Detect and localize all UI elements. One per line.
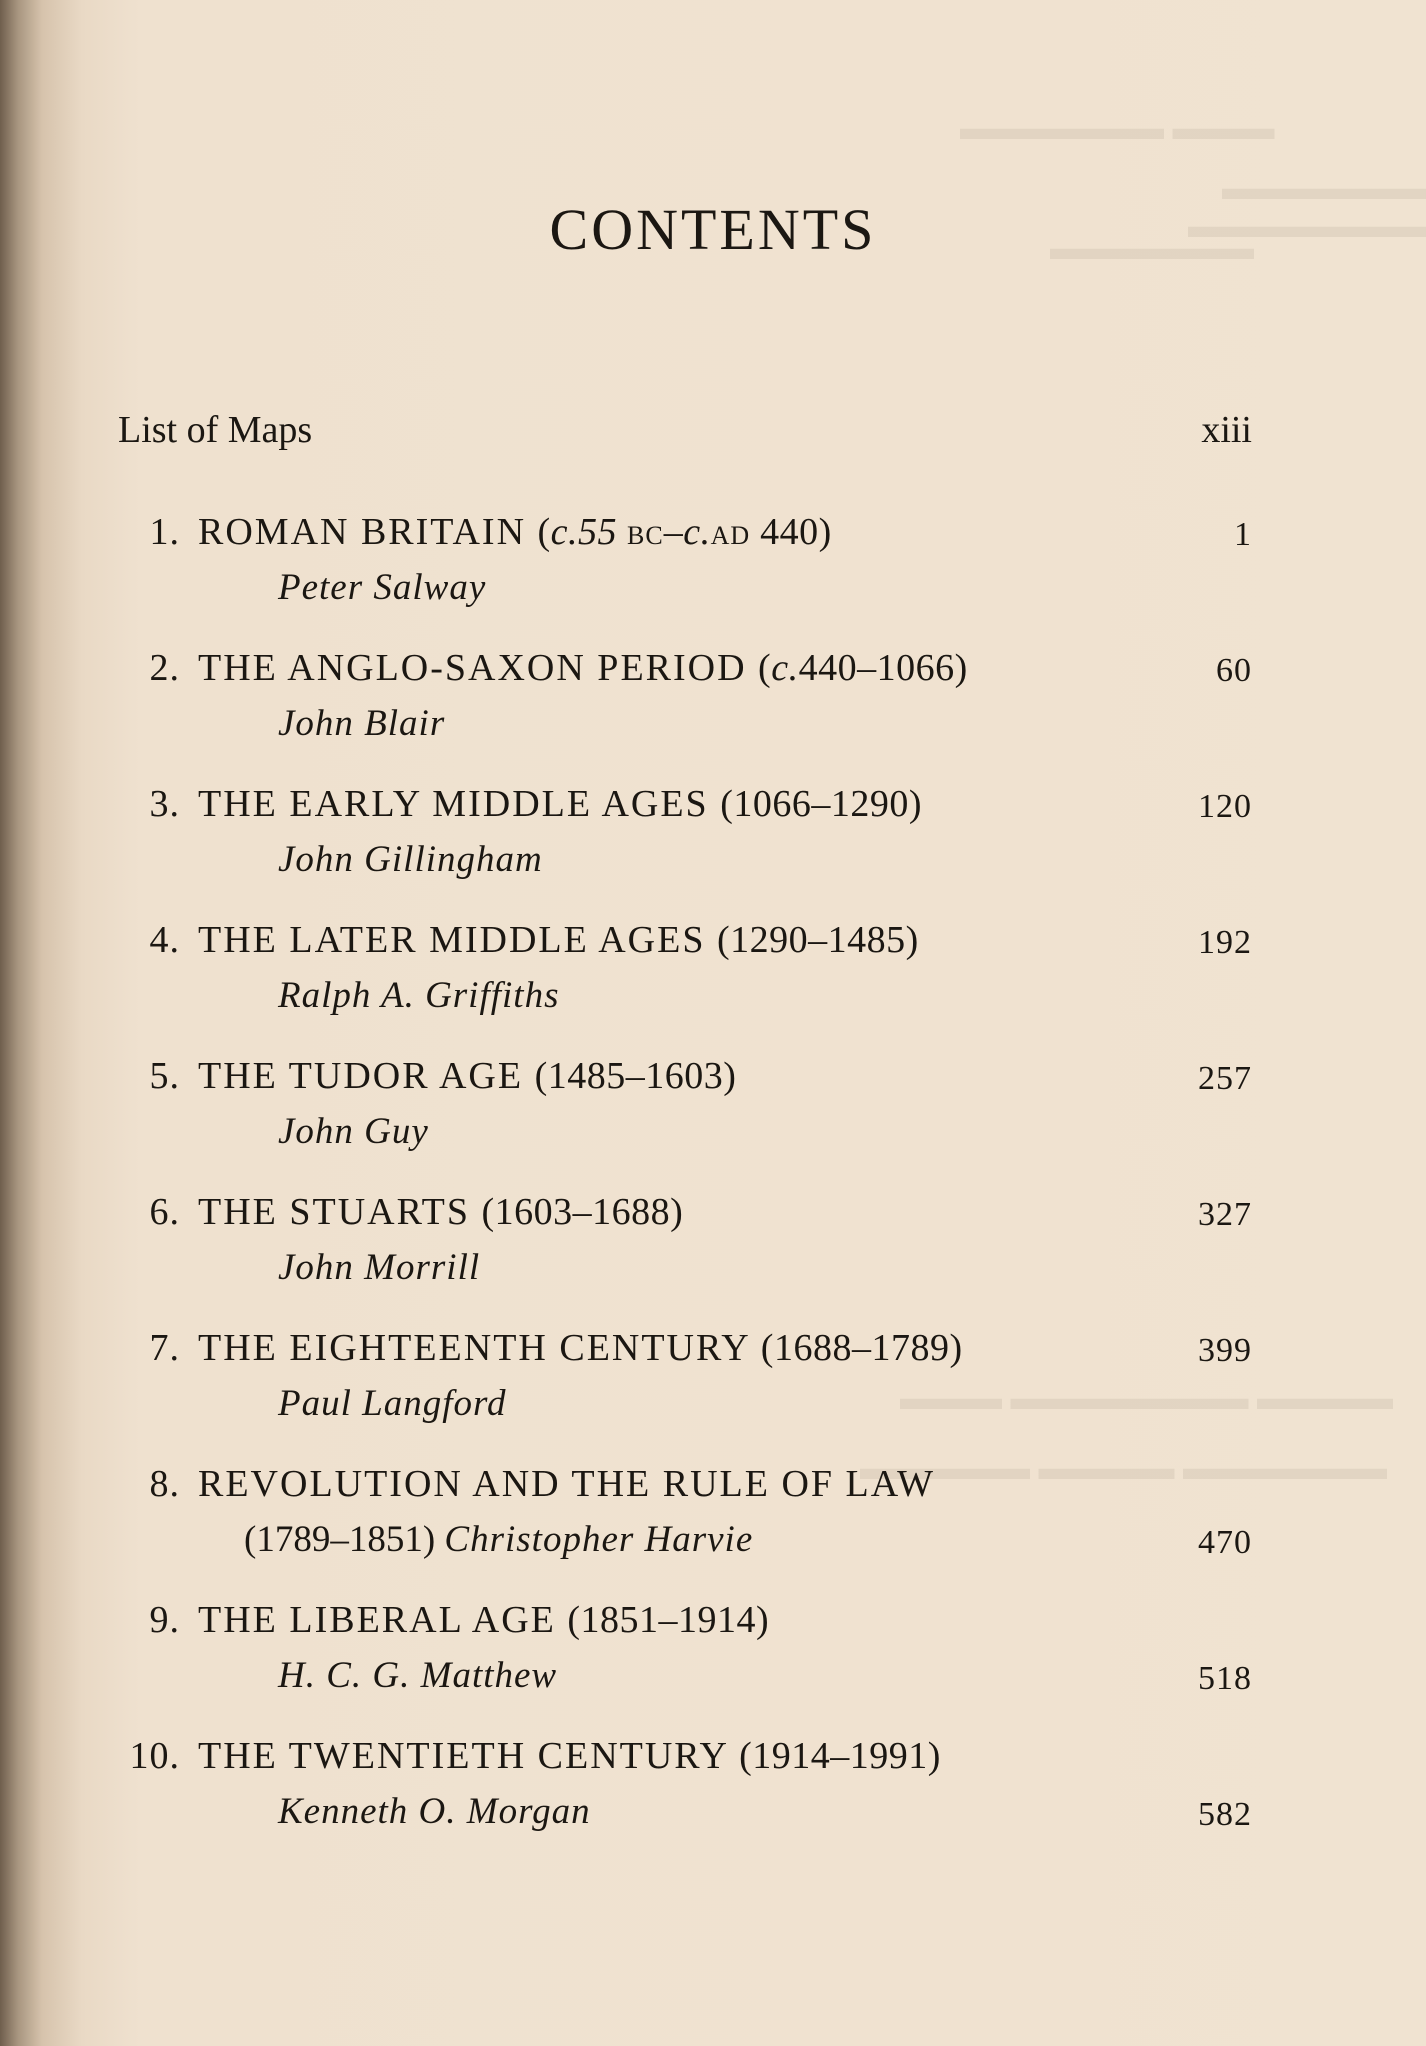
chapter-title: THE LATER MIDDLE AGES (1290–1485) (198, 919, 919, 961)
chapter-author: John Guy (278, 1111, 429, 1152)
chapter-entry-6[interactable] (118, 1190, 1252, 1326)
chapter-entry-5[interactable] (118, 1054, 1252, 1190)
chapter-author: Ralph A. Griffiths (278, 975, 560, 1016)
show-through-text: ▬▬▬ ▬▬▬▬▬▬ (960, 110, 1275, 147)
show-through-text: ▬▬▬▬▬▬ ▬▬▬▬ ▬▬▬▬▬ (860, 1450, 1387, 1487)
chapter-page: 327 (1198, 1196, 1252, 1233)
chapter-page: 399 (1198, 1332, 1252, 1369)
chapter-number: 9. (149, 1599, 180, 1641)
chapter-number: 2. (149, 647, 180, 689)
chapter-page: 582 (1198, 1796, 1252, 1833)
list-of-maps-label: List of Maps (118, 409, 313, 451)
chapter-author: Christopher Harvie (444, 1519, 754, 1560)
chapter-entry-8[interactable] (118, 1462, 1252, 1598)
chapter-page: 60 (1216, 652, 1252, 689)
chapter-number: 6. (149, 1191, 180, 1233)
chapter-entry-1[interactable] (118, 510, 1252, 646)
chapter-dates: (1789–1851) (244, 1519, 436, 1560)
chapter-author: Kenneth O. Morgan (278, 1791, 591, 1832)
chapter-entry-7[interactable] (118, 1326, 1252, 1462)
chapter-entry-3[interactable] (118, 782, 1252, 918)
show-through-text: ▬▬▬▬▬▬ ▬▬▬▬▬▬▬ (1188, 170, 1426, 245)
show-through-text: ▬▬▬▬ ▬▬▬▬▬▬▬ ▬▬▬ (900, 1380, 1393, 1417)
chapter-number: 4. (149, 919, 180, 961)
chapter-page: 1 (1234, 516, 1252, 553)
chapter-number: 3. (149, 783, 180, 825)
chapter-title: THE LIBERAL AGE (1851–1914) (198, 1599, 770, 1641)
chapter-number: 5. (149, 1055, 180, 1097)
chapter-entry-9[interactable] (118, 1598, 1252, 1734)
chapter-author: Peter Salway (278, 567, 487, 608)
chapter-title: THE TUDOR AGE (1485–1603) (198, 1055, 737, 1097)
chapter-page: 120 (1198, 788, 1252, 825)
chapter-author: Paul Langford (278, 1383, 507, 1424)
chapter-title: THE STUARTS (1603–1688) (198, 1191, 684, 1233)
chapter-subline (244, 1518, 753, 1561)
page-title: CONTENTS (549, 197, 877, 262)
chapter-author: H. C. G. Matthew (278, 1655, 558, 1696)
chapter-author: John Morrill (278, 1247, 481, 1288)
chapter-entry-10[interactable] (118, 1734, 1252, 1870)
chapter-author: John Blair (278, 703, 446, 744)
chapter-page: 470 (1198, 1524, 1252, 1561)
chapter-number: 10. (129, 1735, 180, 1777)
chapter-list (118, 510, 1252, 1870)
chapter-title: THE TWENTIETH CENTURY (1914–1991) (198, 1735, 941, 1777)
chapter-page: 192 (1198, 924, 1252, 961)
chapter-title: ROMAN BRITAIN (c.55 BC–c.AD 440) (198, 511, 832, 553)
chapter-number: 7. (149, 1327, 180, 1369)
chapter-page: 518 (1198, 1660, 1252, 1697)
list-of-maps-entry[interactable] (118, 408, 1252, 458)
chapter-number: 8. (149, 1463, 180, 1505)
chapter-page: 257 (1198, 1060, 1252, 1097)
chapter-entry-2[interactable] (118, 646, 1252, 782)
chapter-title: THE EARLY MIDDLE AGES (1066–1290) (198, 783, 923, 825)
chapter-author: John Gillingham (278, 839, 543, 880)
chapter-entry-4[interactable] (118, 918, 1252, 1054)
chapter-title: REVOLUTION AND THE RULE OF LAW (198, 1463, 936, 1505)
chapter-title: THE EIGHTEENTH CENTURY (1688–1789) (198, 1327, 963, 1369)
list-of-maps-page: xiii (1201, 409, 1252, 451)
chapter-number: 1. (149, 511, 180, 553)
show-through-text: ▬▬▬▬▬▬ (1050, 230, 1254, 267)
chapter-title: THE ANGLO-SAXON PERIOD (c.440–1066) (198, 647, 968, 689)
